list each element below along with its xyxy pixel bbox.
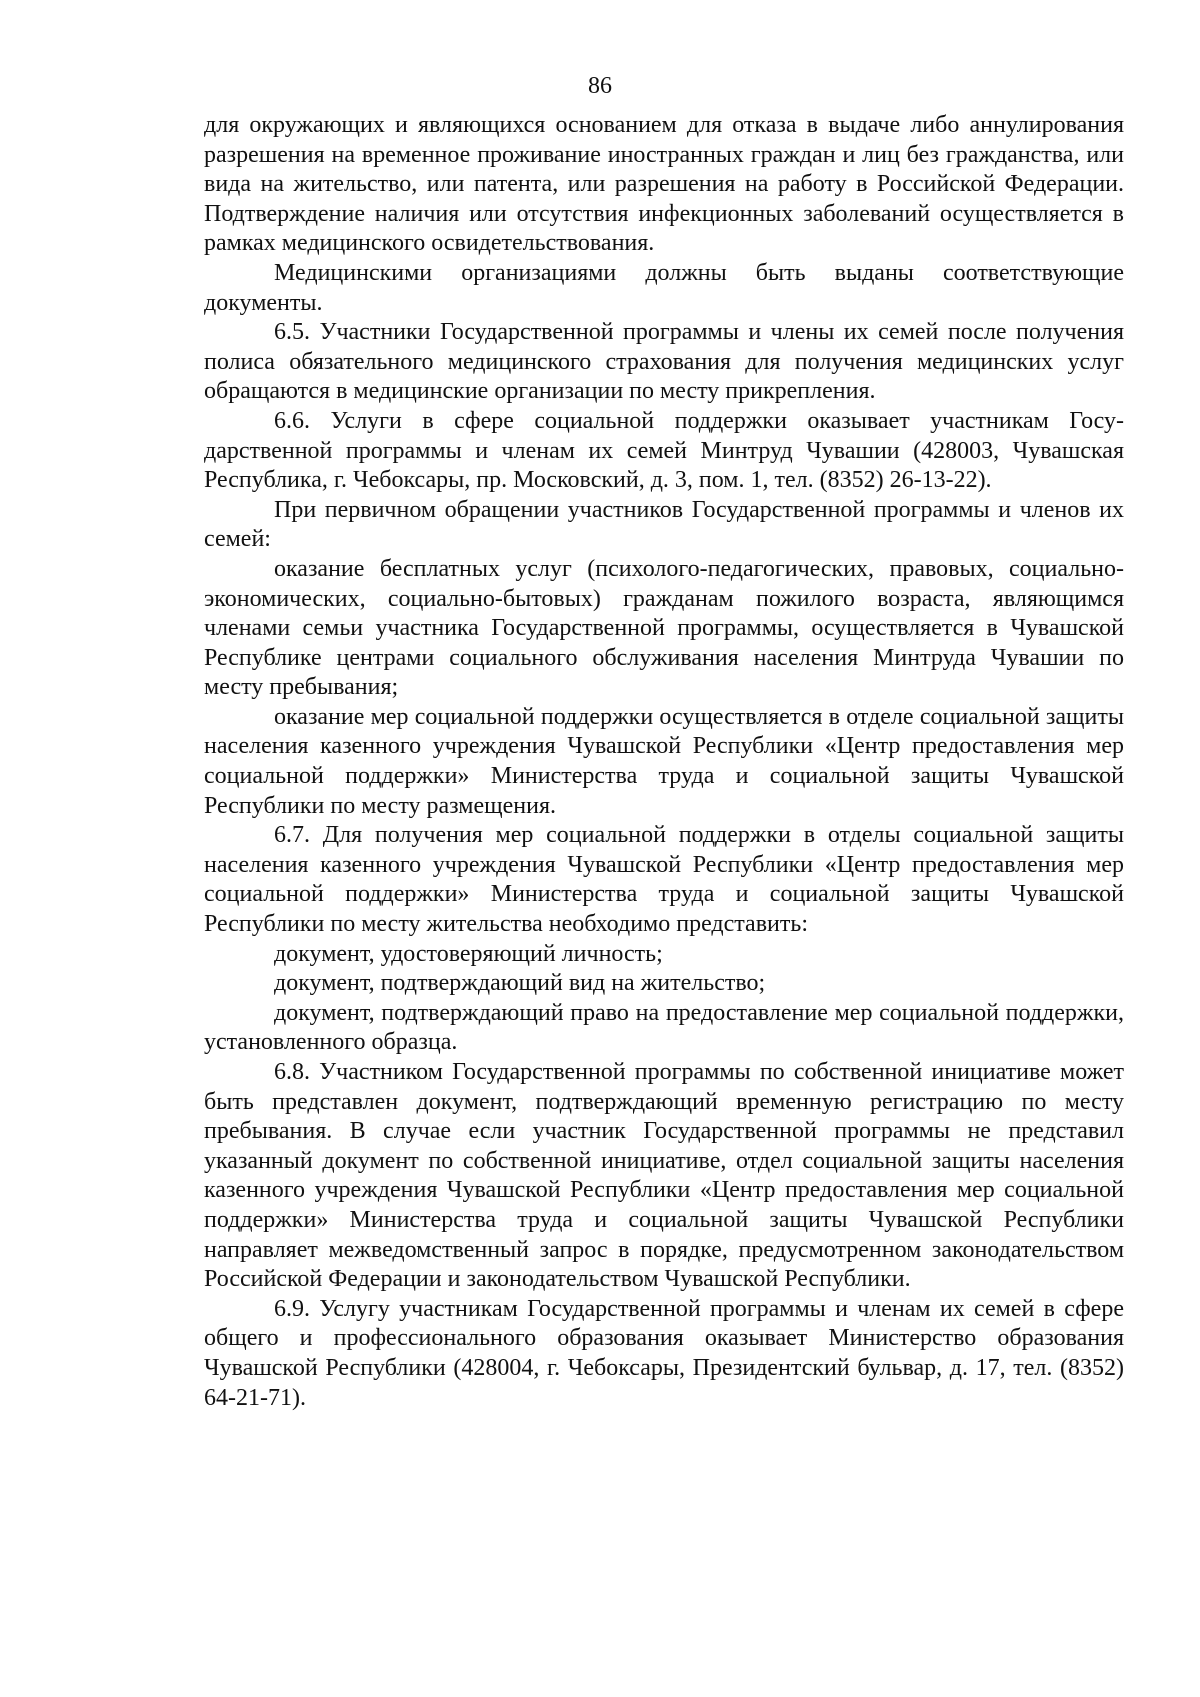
- paragraph-clause-6-6: 6.6. Услуги в сфере социальной поддержки оказывает участникам Государственной программы и членам их семей Минтруд Чувашии (428003, Чувашская Республика, г. Чебоксары, пр. Московский, д. 3, пом. 1, тел. (8352) 26-13-22).: [204, 407, 1124, 494]
- paragraph-clause-6-9: 6.9. Услугу участникам Государственной программы и членам их семей в сфере общего и профессионального образования оказывает Министерство образования Чувашской Республики (428004, г. Чебоксары, Президентский бульвар, д. 17, тел. (8352) 64-21-71).: [204, 1295, 1124, 1411]
- paragraph-list-item: документ, удостоверяющий личность;: [274, 940, 663, 967]
- paragraph-clause-6-8: 6.8. Участником Государственной программы по собственной инициативе может быть представлен документ, подтверждающий временную регистрацию по месту пребывания. В случае если участник Государственной программы не представил указанный документ по собственной инициативе, отдел социальной защиты населения казенного учреждения Чувашской Республики «Центр предоставления мер социальной поддержки» Министерства труда и социальной защиты Чувашской Республики направляет межведомственный запрос в порядке, предусмотренном законодательством Российской Федерации и законодательством Чувашской Республики.: [204, 1059, 1124, 1293]
- paragraph-clause-6-7: 6.7. Для получения мер социальной поддержки в отделы социальной защиты населения казенного учреждения Чувашской Республики «Центр предоставления мер социальной поддержки» Министерства труда и социальной защиты Чувашской Республики по месту жительства необходимо представить:: [204, 822, 1124, 938]
- paragraph-list-item: документ, подтверждающий право на предоставление мер социальной поддержки, установленного образца.: [204, 999, 1124, 1056]
- page-number: 86: [588, 73, 612, 99]
- paragraph-clause-6-5: 6.5. Участники Государственной программы и члены их семей после получения полиса обязательного медицинского страхования для получения медицинских услуг обращаются в медицинские организации по месту прикрепления.: [204, 319, 1124, 405]
- document-body: [204, 111, 1124, 1413]
- paragraph-continuation: для окружающих и являющихся основанием для отказа в выдаче либо аннулирования разрешения на временное проживание иностранных граждан и лиц без гражданства, или вида на жительство, или патента, или разрешения на работу в Российской Федерации. Подтверждение наличия или отсутствия инфекционных заболеваний осуществляется в рамках медицинского освидетельствования.: [204, 112, 1124, 257]
- paragraph: Медицинскими организациями должны быть выданы соответствующие документы.: [204, 259, 1124, 316]
- paragraph-list-item: оказание мер социальной поддержки осуществляется в отделе социальной защиты населения казенного учреждения Чувашской Республики «Центр предоставления мер социальной поддержки» Министерства труда и социальной защиты Чувашской Республики по месту размещения.: [204, 703, 1124, 819]
- paragraph-list-item: документ, подтверждающий вид на жительство;: [274, 970, 766, 997]
- paragraph-list-item: оказание бесплатных услуг (психолого-педагогических, правовых, социально-экономических, социально-бытовых) гражданам пожилого возраста, являющимся членами семьи участника Государственной программы, осуществляется в Чувашской Республике центрами социального обслуживания населения Минтруда Чувашии по месту пребывания;: [204, 555, 1124, 701]
- paragraph: При первичном обращении участников Государственной программы и членов их семей:: [204, 496, 1124, 553]
